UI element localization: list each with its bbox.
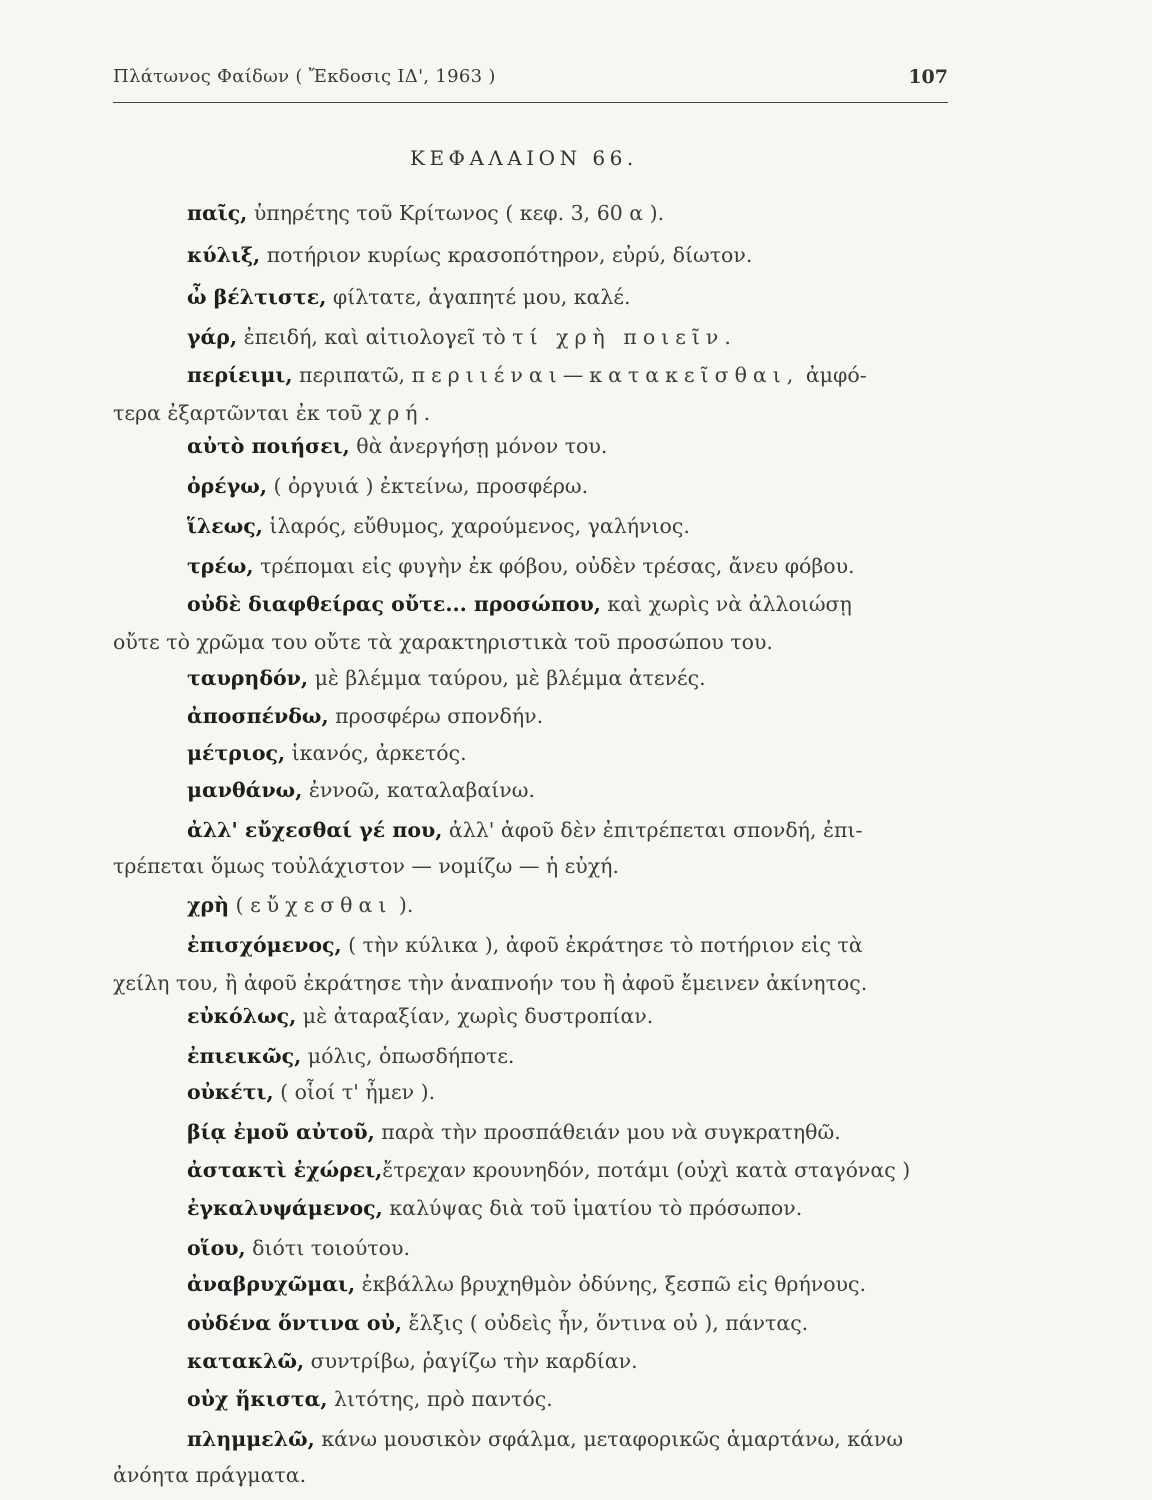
glossary-term: οὐδένα ὅντινα οὐ, [187, 1311, 402, 1335]
gloss-text: ἱκανός, ἀρκετός. [285, 741, 467, 765]
glossary-line [187, 1384, 553, 1414]
glossary-line [187, 1424, 903, 1454]
glossary-line [187, 1269, 866, 1299]
glossary-line [187, 930, 863, 960]
glossary-term: ἐγκαλυψάμενος, [187, 1196, 383, 1220]
glossary-term: παῖς, [187, 201, 248, 225]
glossary-line [187, 1346, 638, 1376]
glossary-term: βίᾳ ἐμοῦ αὐτοῦ, [187, 1120, 375, 1144]
glossary-term: ὀρέγω, [187, 474, 267, 498]
glossary-line [187, 701, 543, 731]
glossary-line [113, 851, 619, 881]
glossary-line [187, 1193, 802, 1223]
spaced-quote: εὔχεσθαι [250, 893, 393, 917]
glossary-line [187, 551, 855, 581]
gloss-text: προσφέρω σπονδήν. [328, 704, 544, 728]
glossary-term: μέτριος, [187, 741, 286, 765]
gloss-text: ἀνόητα πράγματα. [113, 1463, 307, 1487]
glossary-line [187, 775, 535, 805]
gloss-text: ἔτρεχαν κρουνηδόν, ποτάμι (οὐχὶ κατὰ σταγόνας ) [382, 1158, 911, 1182]
gloss-text: ( [229, 893, 251, 917]
glossary-line [187, 815, 862, 845]
gloss-text: τερα ἐξαρτῶνται ἐκ τοῦ [113, 401, 369, 425]
gloss-text: ἀμφό- [799, 363, 867, 387]
gloss-text: ). [392, 893, 414, 917]
glossary-term: χρὴ [187, 893, 230, 917]
gloss-text: θὰ ἀνεργήσῃ μόνον του. [349, 434, 608, 458]
gloss-text: καὶ χωρὶς νὰ ἀλλοιώσῃ [600, 592, 852, 616]
gloss-text: λιτότης, πρὸ παντός. [327, 1387, 553, 1411]
glossary-term: οὐχ ἥκιστα, [187, 1387, 328, 1411]
glossary-line [187, 240, 752, 270]
running-title: Πλάτωνος Φαίδων ( Ἔκδοσις ΙΔ', 1963 ) [113, 66, 496, 87]
glossary-term: οὐκέτι, [187, 1080, 274, 1104]
glossary-term: οὐδὲ διαφθείρας οὔτε... προσώπου, [187, 592, 601, 616]
spaced-quote: τί χρὴ ποιεῖν. [512, 325, 737, 349]
glossary-line [187, 890, 413, 920]
glossary-line [187, 511, 690, 541]
glossary-line [187, 322, 737, 352]
gloss-text: μὲ βλέμμα ταύρου, μὲ βλέμμα ἀτενές. [308, 666, 706, 690]
glossary-term: ἀλλ' εὔχεσθαί γέ που, [187, 818, 443, 842]
gloss-text: συντρίβω, ῥαγίζω τὴν καρδίαν. [304, 1349, 638, 1373]
glossary-line [187, 1041, 514, 1071]
glossary-term: κύλιξ, [187, 243, 261, 267]
glossary-line [187, 1233, 410, 1263]
gloss-text: ( οἷοί τ' ἦμεν ). [273, 1080, 436, 1104]
glossary-term: γάρ, [187, 325, 238, 349]
glossary-term: ἵλεως, [187, 514, 263, 538]
gloss-text: ἐκβάλλω βρυχηθμὸν ὀδύνης, ξεσπῶ εἰς θρήνους. [355, 1272, 867, 1296]
glossary-line [187, 471, 588, 501]
glossary-line [187, 1001, 653, 1031]
page-number: 107 [908, 66, 948, 88]
glossary-line [187, 431, 607, 461]
glossary-term: ἀστακτὶ ἐχώρει, [187, 1158, 383, 1182]
gloss-text: παρὰ τὴν προσπάθειάν μου νὰ συγκρατηθῶ. [374, 1120, 841, 1144]
gloss-text: ἔλξις ( οὐδεὶς ἦν, ὅντινα οὐ ), πάντας. [401, 1311, 809, 1335]
glossary-term: πλημμελῶ, [187, 1427, 315, 1451]
gloss-text: οὔτε τὸ χρῶμα του οὔτε τὰ χαρακτηριστικὰ τοῦ προσώπου του. [113, 630, 773, 654]
gloss-text: ὑπηρέτης τοῦ Κρίτωνος ( κεφ. 3, 60 α ). [247, 201, 665, 225]
glossary-line [113, 1460, 306, 1490]
glossary-line [187, 663, 706, 693]
gloss-text: διότι τοιούτου. [245, 1236, 410, 1260]
glossary-term: ἀναβρυχῶμαι, [187, 1272, 356, 1296]
glossary-term: ἐπιεικῶς, [187, 1044, 302, 1068]
gloss-text: περιπατῶ, [292, 363, 412, 387]
glossary-line [113, 968, 867, 998]
chapter-heading: ΚΕΦΑΛΑΙΟΝ 66. [410, 146, 638, 170]
glossary-line [187, 360, 867, 390]
spaced-quote: περιιέναι—κατακεῖσθαι, [411, 363, 800, 387]
gloss-text: ( ὀργυιά ) ἐκτείνω, προσφέρω. [266, 474, 589, 498]
glossary-line [187, 738, 467, 768]
glossary-term: εὐκόλως, [187, 1004, 297, 1028]
glossary-line [113, 398, 436, 428]
glossary-line [187, 589, 852, 619]
glossary-term: ὦ βέλτιστε, [187, 285, 327, 309]
glossary-term: ταυρηδόν, [187, 666, 309, 690]
glossary-line [187, 198, 664, 228]
glossary-line [187, 1155, 910, 1185]
gloss-text: κάνω μουσικὸν σφάλμα, μεταφορικῶς ἁμαρτάνω, κάνω [314, 1427, 904, 1451]
glossary-line [187, 1117, 841, 1147]
glossary-term: τρέω, [187, 554, 254, 578]
gloss-text: ποτήριον κυρίως κρασοπότηρον, εὐρύ, δίωτον. [260, 243, 753, 267]
glossary-term: κατακλῶ, [187, 1349, 305, 1373]
gloss-text: φίλτατε, ἀγαπητέ μου, καλέ. [326, 285, 631, 309]
glossary-line [187, 1308, 808, 1338]
glossary-term: ἐπισχόμενος, [187, 933, 342, 957]
gloss-text: μόλις, ὁπωσδήποτε. [301, 1044, 515, 1068]
glossary-term: ἀποσπένδω, [187, 704, 329, 728]
gloss-text: ( τὴν κύλικα ), ἀφοῦ ἐκράτησε τὸ ποτήριον εἰς τὰ [341, 933, 863, 957]
glossary-line [187, 282, 631, 312]
glossary-term: μανθάνω, [187, 778, 303, 802]
gloss-text: τρέπεται ὅμως τοὐλάχιστον — νομίζω — ἡ εὐχή. [113, 854, 619, 878]
glossary-term: αὐτὸ ποιήσει, [187, 434, 350, 458]
glossary-term: περίειμι, [187, 363, 293, 387]
gloss-text: ἐννοῶ, καταλαβαίνω. [302, 778, 535, 802]
spaced-quote: χρή. [368, 401, 437, 425]
gloss-text: ἀλλ' ἀφοῦ δὲν ἐπιτρέπεται σπονδή, ἐπι- [442, 818, 863, 842]
glossary-line [187, 1077, 435, 1107]
gloss-text: καλύψας διὰ τοῦ ἱματίου τὸ πρόσωπον. [382, 1196, 803, 1220]
glossary-line [113, 627, 773, 657]
gloss-text: τρέπομαι εἰς φυγὴν ἐκ φόβου, οὐδὲν τρέσας, ἄνευ φόβου. [253, 554, 855, 578]
gloss-text: μὲ ἀταραξίαν, χωρὶς δυστροπίαν. [296, 1004, 654, 1028]
glossary-term: οἵου, [187, 1236, 246, 1260]
gloss-text: χείλη του, ἢ ἀφοῦ ἐκράτησε τὴν ἀναπνοήν του ἢ ἀφοῦ ἔμεινεν ἀκίνητος. [113, 971, 868, 995]
gloss-text: ἐπειδή, καὶ αἰτιολογεῖ τὸ [237, 325, 513, 349]
gloss-text: ἱλαρός, εὔθυμος, χαρούμενος, γαλήνιος. [262, 514, 690, 538]
